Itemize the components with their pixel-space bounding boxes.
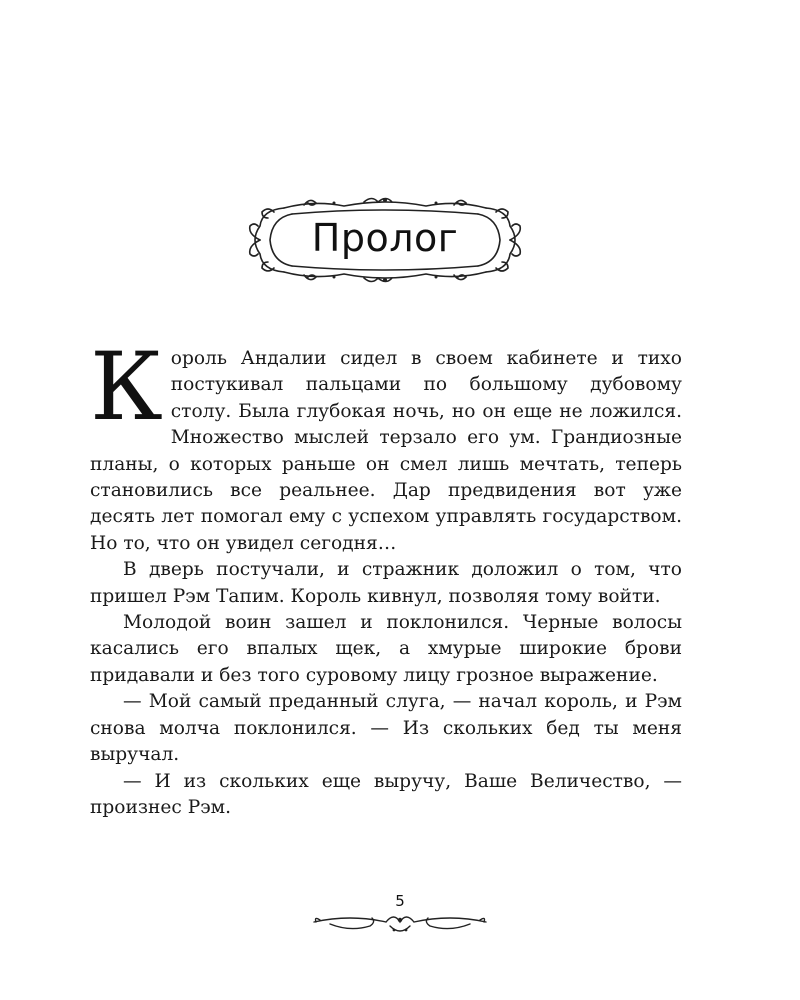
- paragraph: — И из скольких еще выручу, Ваше Величество, — произнес Рэм.: [90, 770, 682, 818]
- page-number: 5: [395, 892, 405, 910]
- page-footer: [310, 892, 490, 942]
- chapter-title-frame: [244, 196, 526, 284]
- paragraph: В дверь постучали, и стражник доложил о том, что пришел Рэм Тапим. Король кивнул, позволяя тому войти.: [90, 559, 682, 607]
- drop-cap: К: [90, 333, 163, 442]
- flourish-ornament-icon: [310, 908, 490, 938]
- paragraph-text: ороль Андалии сидел в своем кабинете и тихо постукивал пальцами по большому дубовому столу. Была глубокая ночь, но он еще не ложился. Множество мыслей терзало его ум. Грандиозные планы, о которых раньше он смел лишь мечтать, теперь становились все реальнее. Дар предвидения вот уже десять лет помогал ему с успехом управлять государством. Но то, что он увидел сегодня…: [90, 348, 682, 554]
- paragraph: Молодой воин зашел и поклонился. Черные волосы касались его впалых щек, а хмурые широкие брови придавали и без того суровому лицу грозное выражение.: [90, 612, 682, 686]
- chapter-title: Пролог: [311, 216, 459, 260]
- paragraph: [90, 333, 682, 557]
- paragraph: — Мой самый преданный слуга, — начал король, и Рэм снова молча поклонился. — Из скольких бед ты меня выручал.: [90, 691, 682, 766]
- chapter-body: [90, 333, 682, 821]
